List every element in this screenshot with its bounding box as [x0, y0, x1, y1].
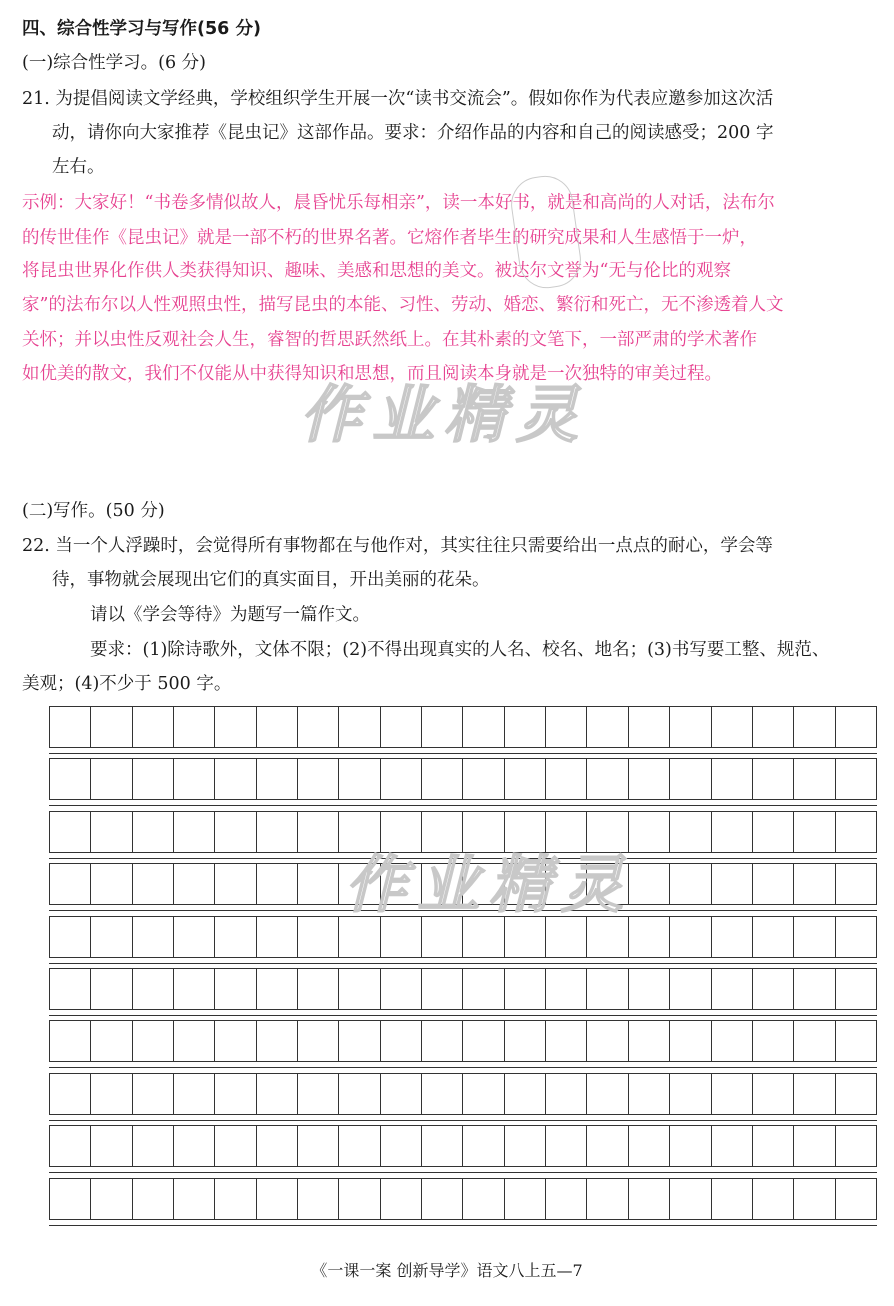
- grid-cell[interactable]: [91, 969, 132, 1009]
- q22-line-1: 22. 当一个人浮躁时，会觉得所有事物都在与他作对，其实往往只需要给出一点点的耐心，学会等: [22, 536, 773, 556]
- grid-cell[interactable]: [712, 1126, 753, 1166]
- grid-row-separator: [49, 963, 877, 964]
- grid-cell[interactable]: [670, 812, 711, 852]
- grid-cell[interactable]: [546, 1074, 587, 1114]
- grid-cell[interactable]: [629, 917, 670, 957]
- grid-cell[interactable]: [629, 1126, 670, 1166]
- grid-cell[interactable]: [381, 1126, 422, 1166]
- grid-cell[interactable]: [257, 759, 298, 799]
- grid-cell[interactable]: [174, 1126, 215, 1166]
- grid-cell[interactable]: [587, 969, 628, 1009]
- grid-cell[interactable]: [339, 1074, 380, 1114]
- grid-cell[interactable]: [587, 1074, 628, 1114]
- page-footer: 《一课一案 创新导学》语文八上五—7: [311, 1261, 583, 1280]
- grid-row: [49, 706, 877, 748]
- grid-cell[interactable]: [91, 917, 132, 957]
- grid-cell[interactable]: [215, 864, 256, 904]
- grid-row: [49, 1020, 877, 1062]
- grid-row-separator: [49, 1225, 877, 1226]
- grid-cell[interactable]: [712, 1021, 753, 1061]
- grid-cell[interactable]: [50, 1074, 91, 1114]
- grid-cell[interactable]: [629, 707, 670, 747]
- grid-cell[interactable]: [670, 1021, 711, 1061]
- grid-cell[interactable]: [133, 1179, 174, 1219]
- grid-cell[interactable]: [753, 1126, 794, 1166]
- q22-requirement-2: 美观；(4)不少于 500 字。: [22, 674, 232, 694]
- grid-cell[interactable]: [546, 707, 587, 747]
- grid-cell[interactable]: [298, 812, 339, 852]
- grid-row: [49, 1125, 877, 1167]
- grid-cell[interactable]: [381, 1074, 422, 1114]
- grid-cell[interactable]: [794, 1179, 835, 1219]
- grid-cell[interactable]: [794, 1074, 835, 1114]
- grid-cell[interactable]: [836, 864, 876, 904]
- grid-cell[interactable]: [174, 707, 215, 747]
- grid-cell[interactable]: [257, 864, 298, 904]
- grid-cell[interactable]: [587, 1126, 628, 1166]
- grid-cell[interactable]: [794, 812, 835, 852]
- grid-cell[interactable]: [298, 969, 339, 1009]
- grid-cell[interactable]: [670, 707, 711, 747]
- grid-cell[interactable]: [712, 1074, 753, 1114]
- grid-cell[interactable]: [422, 707, 463, 747]
- grid-cell[interactable]: [753, 759, 794, 799]
- grid-cell[interactable]: [133, 707, 174, 747]
- part1-title: (一)综合性学习。(6 分): [22, 53, 207, 73]
- grid-cell[interactable]: [670, 1179, 711, 1219]
- grid-cell[interactable]: [505, 759, 546, 799]
- watermark-1: 作业精灵: [300, 378, 589, 451]
- grid-cell[interactable]: [587, 1021, 628, 1061]
- grid-cell[interactable]: [50, 969, 91, 1009]
- grid-row: [49, 758, 877, 800]
- grid-cell[interactable]: [381, 1021, 422, 1061]
- grid-cell[interactable]: [836, 759, 876, 799]
- grid-cell[interactable]: [298, 917, 339, 957]
- grid-cell[interactable]: [670, 864, 711, 904]
- grid-cell[interactable]: [546, 1179, 587, 1219]
- grid-cell[interactable]: [794, 707, 835, 747]
- grid-cell[interactable]: [91, 1021, 132, 1061]
- grid-cell[interactable]: [298, 759, 339, 799]
- grid-cell[interactable]: [133, 1074, 174, 1114]
- grid-cell[interactable]: [505, 969, 546, 1009]
- grid-cell[interactable]: [257, 707, 298, 747]
- grid-cell[interactable]: [257, 812, 298, 852]
- answer-line-1: 示例：大家好！“书卷多情似故人，晨昏忧乐每相亲”，读一本好书，就是和高尚的人对话，法布尔: [22, 193, 775, 213]
- grid-cell[interactable]: [794, 864, 835, 904]
- grid-cell[interactable]: [753, 707, 794, 747]
- grid-cell[interactable]: [836, 1021, 876, 1061]
- grid-cell[interactable]: [629, 1021, 670, 1061]
- grid-cell[interactable]: [91, 864, 132, 904]
- grid-cell[interactable]: [794, 917, 835, 957]
- grid-cell[interactable]: [546, 759, 587, 799]
- q21-line-3: 左右。: [52, 157, 105, 177]
- grid-cell[interactable]: [836, 969, 876, 1009]
- grid-cell[interactable]: [339, 969, 380, 1009]
- grid-cell[interactable]: [174, 812, 215, 852]
- q22-line-2: 待，事物就会展现出它们的真实面目，开出美丽的花朵。: [52, 570, 490, 590]
- grid-cell[interactable]: [133, 1126, 174, 1166]
- grid-cell[interactable]: [712, 812, 753, 852]
- grid-cell[interactable]: [836, 1074, 876, 1114]
- grid-cell[interactable]: [753, 1021, 794, 1061]
- grid-row-separator: [49, 753, 877, 754]
- grid-cell[interactable]: [298, 1021, 339, 1061]
- grid-cell[interactable]: [215, 1179, 256, 1219]
- grid-cell[interactable]: [753, 812, 794, 852]
- grid-cell[interactable]: [629, 1074, 670, 1114]
- grid-cell[interactable]: [505, 1021, 546, 1061]
- watermark-2: 作业精灵: [345, 848, 634, 921]
- part2-title: (二)写作。(50 分): [22, 501, 165, 521]
- grid-cell[interactable]: [753, 864, 794, 904]
- grid-cell[interactable]: [836, 917, 876, 957]
- grid-cell[interactable]: [670, 1126, 711, 1166]
- grid-cell[interactable]: [587, 707, 628, 747]
- grid-cell[interactable]: [463, 1179, 504, 1219]
- grid-cell[interactable]: [505, 1179, 546, 1219]
- grid-cell[interactable]: [174, 969, 215, 1009]
- q22-requirement-1: 要求：(1)除诗歌外，文体不限；(2)不得出现真实的人名、校名、地名；(3)书写要工整、规范、: [90, 640, 830, 660]
- grid-cell[interactable]: [712, 707, 753, 747]
- grid-cell[interactable]: [174, 1021, 215, 1061]
- grid-cell[interactable]: [174, 759, 215, 799]
- grid-cell[interactable]: [712, 969, 753, 1009]
- grid-cell[interactable]: [133, 812, 174, 852]
- grid-cell[interactable]: [133, 917, 174, 957]
- grid-cell[interactable]: [298, 1074, 339, 1114]
- grid-cell[interactable]: [298, 864, 339, 904]
- grid-cell[interactable]: [257, 917, 298, 957]
- grid-row-separator: [49, 1172, 877, 1173]
- grid-cell[interactable]: [381, 1179, 422, 1219]
- grid-cell[interactable]: [91, 759, 132, 799]
- grid-cell[interactable]: [50, 1126, 91, 1166]
- grid-cell[interactable]: [50, 707, 91, 747]
- grid-cell[interactable]: [50, 1021, 91, 1061]
- grid-cell[interactable]: [629, 1179, 670, 1219]
- grid-cell[interactable]: [670, 969, 711, 1009]
- answer-line-3: 将昆虫世界化作供人类获得知识、趣味、美感和思想的美文。被达尔文誉为“无与伦比的观察: [22, 261, 731, 281]
- grid-cell[interactable]: [339, 1179, 380, 1219]
- grid-cell[interactable]: [836, 707, 876, 747]
- grid-row: [49, 1073, 877, 1115]
- grid-cell[interactable]: [753, 969, 794, 1009]
- grid-cell[interactable]: [215, 1021, 256, 1061]
- grid-cell[interactable]: [712, 864, 753, 904]
- grid-cell[interactable]: [50, 759, 91, 799]
- grid-cell[interactable]: [215, 1126, 256, 1166]
- grid-cell[interactable]: [339, 707, 380, 747]
- answer-line-5: 关怀；并以虫性反观社会人生，睿智的哲思跃然纸上。在其朴素的文笔下，一部严肃的学术著作: [22, 330, 757, 350]
- grid-cell[interactable]: [546, 969, 587, 1009]
- grid-cell[interactable]: [629, 812, 670, 852]
- grid-row-separator: [49, 1015, 877, 1016]
- grid-row-separator: [49, 1120, 877, 1121]
- grid-cell[interactable]: [753, 1179, 794, 1219]
- grid-row-separator: [49, 805, 877, 806]
- grid-cell[interactable]: [174, 1074, 215, 1114]
- grid-cell[interactable]: [257, 1126, 298, 1166]
- q21-line-1: 21. 为提倡阅读文学经典，学校组织学生开展一次“读书交流会”。假如你作为代表应邀参加这次活: [22, 89, 774, 109]
- grid-cell[interactable]: [836, 1179, 876, 1219]
- grid-cell[interactable]: [422, 1179, 463, 1219]
- grid-row: [49, 1178, 877, 1220]
- grid-cell[interactable]: [257, 1021, 298, 1061]
- grid-cell[interactable]: [215, 812, 256, 852]
- grid-cell[interactable]: [505, 1126, 546, 1166]
- grid-cell[interactable]: [381, 759, 422, 799]
- grid-cell[interactable]: [422, 1126, 463, 1166]
- grid-cell[interactable]: [505, 1074, 546, 1114]
- q21-line-2: 动，请你向大家推荐《昆虫记》这部作品。要求：介绍作品的内容和自己的阅读感受；200 字: [52, 123, 774, 143]
- grid-cell[interactable]: [753, 1074, 794, 1114]
- grid-cell[interactable]: [215, 1074, 256, 1114]
- grid-cell[interactable]: [546, 1126, 587, 1166]
- grid-cell[interactable]: [463, 1074, 504, 1114]
- grid-cell[interactable]: [215, 759, 256, 799]
- grid-cell[interactable]: [133, 969, 174, 1009]
- grid-cell[interactable]: [836, 1126, 876, 1166]
- grid-cell[interactable]: [670, 917, 711, 957]
- grid-cell[interactable]: [133, 864, 174, 904]
- grid-cell[interactable]: [91, 707, 132, 747]
- grid-cell[interactable]: [546, 1021, 587, 1061]
- q22-prompt: 请以《学会等待》为题写一篇作文。: [90, 605, 370, 625]
- grid-cell[interactable]: [50, 812, 91, 852]
- grid-cell[interactable]: [629, 864, 670, 904]
- grid-cell[interactable]: [753, 917, 794, 957]
- grid-cell[interactable]: [587, 1179, 628, 1219]
- grid-cell[interactable]: [257, 1179, 298, 1219]
- grid-cell[interactable]: [215, 707, 256, 747]
- grid-cell[interactable]: [50, 917, 91, 957]
- grid-cell[interactable]: [91, 1179, 132, 1219]
- grid-cell[interactable]: [298, 707, 339, 747]
- grid-cell[interactable]: [381, 707, 422, 747]
- grid-cell[interactable]: [794, 1126, 835, 1166]
- grid-cell[interactable]: [836, 812, 876, 852]
- grid-cell[interactable]: [422, 1074, 463, 1114]
- grid-cell[interactable]: [629, 759, 670, 799]
- grid-cell[interactable]: [91, 812, 132, 852]
- grid-row-separator: [49, 1067, 877, 1068]
- grid-cell[interactable]: [463, 707, 504, 747]
- grid-cell[interactable]: [463, 1021, 504, 1061]
- grid-cell[interactable]: [794, 969, 835, 1009]
- grid-cell[interactable]: [215, 917, 256, 957]
- grid-row: [49, 968, 877, 1010]
- grid-cell[interactable]: [91, 1074, 132, 1114]
- grid-cell[interactable]: [257, 969, 298, 1009]
- grid-cell[interactable]: [298, 1126, 339, 1166]
- grid-cell[interactable]: [463, 759, 504, 799]
- grid-cell[interactable]: [629, 969, 670, 1009]
- grid-cell[interactable]: [794, 759, 835, 799]
- grid-cell[interactable]: [422, 1021, 463, 1061]
- grid-cell[interactable]: [381, 969, 422, 1009]
- grid-cell[interactable]: [670, 759, 711, 799]
- grid-cell[interactable]: [339, 1021, 380, 1061]
- writing-grid: [49, 706, 877, 1232]
- section-title: 四、综合性学习与写作(56 分): [22, 19, 261, 39]
- grid-cell[interactable]: [463, 969, 504, 1009]
- answer-line-4: 家”的法布尔以人性观照虫性，描写昆虫的本能、习性、劳动、婚恋、繁衍和死亡，无不渗透着人文: [22, 295, 784, 315]
- grid-cell[interactable]: [133, 759, 174, 799]
- grid-cell[interactable]: [422, 759, 463, 799]
- grid-cell[interactable]: [174, 864, 215, 904]
- grid-cell[interactable]: [50, 864, 91, 904]
- grid-cell[interactable]: [50, 1179, 91, 1219]
- grid-cell[interactable]: [587, 759, 628, 799]
- grid-cell[interactable]: [91, 1126, 132, 1166]
- answer-line-2: 的传世佳作《昆虫记》就是一部不朽的世界名著。它熔作者毕生的研究成果和人生感悟于一炉，: [22, 228, 757, 248]
- grid-cell[interactable]: [712, 917, 753, 957]
- grid-cell[interactable]: [257, 1074, 298, 1114]
- grid-cell[interactable]: [505, 707, 546, 747]
- grid-cell[interactable]: [339, 1126, 380, 1166]
- grid-cell[interactable]: [794, 1021, 835, 1061]
- grid-cell[interactable]: [215, 969, 256, 1009]
- grid-cell[interactable]: [174, 917, 215, 957]
- grid-cell[interactable]: [339, 759, 380, 799]
- answer-line-6: 如优美的散文，我们不仅能从中获得知识和思想，而且阅读本身就是一次独特的审美过程。: [22, 364, 722, 384]
- grid-cell[interactable]: [174, 1179, 215, 1219]
- grid-cell[interactable]: [712, 759, 753, 799]
- grid-cell[interactable]: [670, 1074, 711, 1114]
- grid-cell[interactable]: [422, 969, 463, 1009]
- grid-cell[interactable]: [133, 1021, 174, 1061]
- grid-cell[interactable]: [712, 1179, 753, 1219]
- grid-cell[interactable]: [298, 1179, 339, 1219]
- grid-cell[interactable]: [463, 1126, 504, 1166]
